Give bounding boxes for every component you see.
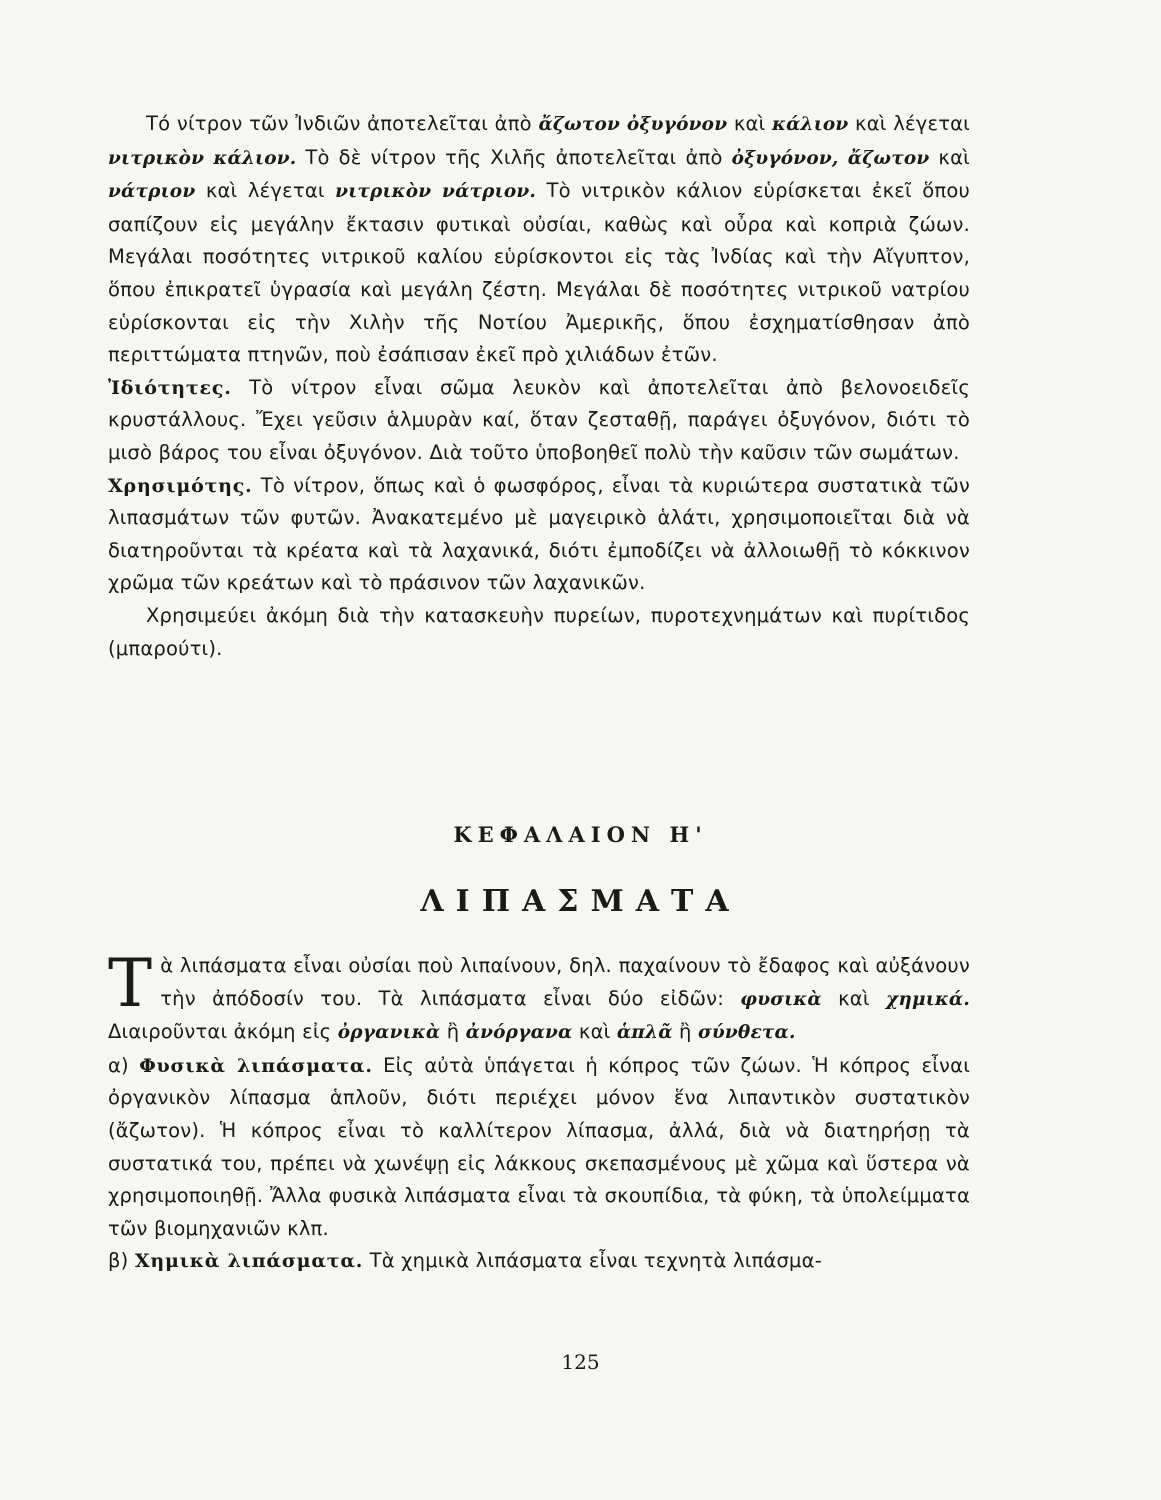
main-text-block	[108, 108, 970, 665]
term-nitrogen-oxygen: ἄζωτον ὀξυγόνον	[538, 114, 728, 135]
list-marker: β)	[108, 1249, 135, 1273]
drop-cap: Τ	[108, 945, 153, 1022]
paragraph-usefulness	[108, 470, 970, 600]
text-run: ὰ λιπάσματα εἶναι οὐσίαι ποὺ λιπαίνουν, δηλ. παχαίνουν τὸ ἔδαφος καὶ αὐξάνουν τὴν ἀπόδοσίν του. Τὰ λιπάσματα εἶναι δύο εἰδῶν:	[160, 954, 970, 1010]
term-chemical: χημικά.	[885, 988, 971, 1010]
paragraph-fertilizers-intro	[108, 945, 971, 1050]
paragraph-chemical-fertilizers	[108, 1245, 970, 1278]
natural-fertilizers-heading: Φυσικὰ λιπάσματα.	[139, 1054, 373, 1077]
term-sodium-nitrate: νιτρικὸν νάτριον.	[335, 181, 537, 203]
text-run: Τὸ δὲ νίτρον τῆς Χιλῆς ἀποτελεῖται ἀπὸ	[296, 145, 732, 169]
text-run: ἢ	[672, 1020, 698, 1044]
term-simple: ἁπλᾶ	[616, 1022, 673, 1044]
paragraph-other-uses: Χρησιμεύει ἀκόμη διὰ τὴν κατασκευὴν πυρείων, πυροτεχνημάτων καὶ πυρίτιδος (μπαρούτι).	[108, 603, 970, 660]
chapter-title: ΛΙΠΑΣΜΑΤΑ	[420, 884, 741, 919]
term-inorganic: ἀνόργανα	[465, 1022, 573, 1044]
list-marker: α)	[108, 1053, 140, 1077]
text-run: καὶ	[821, 986, 886, 1010]
term-potassium: κάλιον	[772, 114, 849, 135]
term-oxygen-nitrogen: ὀξυγόνον, ἄζωτον	[731, 147, 930, 169]
term-potassium-nitrate: νιτρικὸν κάλιον.	[108, 147, 297, 169]
text-run: ἢ	[440, 1020, 466, 1044]
paragraph-nitre-origin	[108, 108, 970, 372]
text-run: καὶ λέγεται	[848, 112, 970, 135]
text-run: Τὸ νίτρον εἶναι σῶμα λευκὸν καὶ ἀποτελεῖται ἀπὸ βελονοειδεῖς κρυστάλλους. Ἔχει γεῦσιν ἁλμυρὰν καί, ὅταν ζεσταθῇ, παράγει ὀξυγόνον, διότι τὸ μισὸ βάρος του εἶναι ὀξυγόνον. Διὰ τοῦτο ὑποβοηθεῖ πολὺ τὴν καῦσιν τῶν σωμάτων.	[108, 375, 970, 464]
text-run: Τὸ νιτρικὸν κάλιον εὑρίσκεται ἐκεῖ ὅπου σαπίζουν εἰς μεγάλην ἔκτασιν φυτικαὶ οὐσίαι, καθὼς καὶ οὖρα καὶ κοπριὰ ζώων. Μεγάλαι ποσότητες νιτρικοῦ καλίου εὑρίσκοντοι εἰς τὰς Ἰνδίας καὶ τὴν Αἴγυπτον, ὅπου ἐπικρατεῖ ὑγρασία καὶ μεγάλη ζέστη. Μεγάλαι δὲ ποσότητες νιτρικοῦ νατρίου εὑρίσκονται εἰς τὴν Χιλὴν τῆς Νοτίου Ἀμερικῆς, ὅπου ἐσχηματίσθησαν ἀπὸ περιττώματα πτηνῶν, ποὺ ἐσάπισαν ἐκεῖ πρὸ χιλιάδων ἐτῶν.	[108, 179, 970, 367]
text-run: καὶ	[727, 112, 773, 135]
text-run: Τό νίτρον τῶν Ἰνδιῶν ἀποτελεῖται ἀπὸ	[146, 112, 539, 135]
paragraph-properties	[108, 372, 970, 470]
text-run: Τὰ χημικὰ λιπάσματα εἶναι τεχνητὰ λιπάσμα-	[363, 1249, 822, 1273]
text-run: καὶ λέγεται	[195, 179, 336, 203]
text-run: Τὸ νίτρον, ὅπως καὶ ὁ φωσφόρος, εἶναι τὰ κυριώτερα συστατικὰ τῶν λιπασμάτων τῶν φυτῶν. Ἀνακατεμένο μὲ μαγειρικὸ ἁλάτι, χρησιμοποιεῖται διὰ νὰ διατηροῦνται τὰ κρέατα καὶ τὰ λαχανικά, διότι ἐμποδίζει νὰ ἀλλοιωθῇ τὸ κόκκινον χρῶμα τῶν κρεάτων καὶ τὸ πράσινον τῶν λαχανικῶν.	[108, 473, 970, 595]
term-compound: σύνθετα.	[698, 1022, 796, 1044]
chapter-label: ΚΕΦΑΛΑΙΟΝ Η'	[453, 822, 708, 847]
term-organic: ὀργανικὰ	[337, 1022, 441, 1044]
paragraph-natural-fertilizers	[108, 1050, 970, 1246]
text-run: καὶ	[929, 145, 970, 169]
term-sodium: νάτριον	[108, 181, 196, 203]
term-natural: φυσικὰ	[740, 988, 822, 1010]
properties-heading: Ἰδιότητες.	[108, 376, 232, 399]
fertilizers-section	[108, 945, 971, 1278]
text-run: καὶ	[572, 1020, 617, 1044]
text-run: Διαιροῦνται ἀκόμη εἰς	[108, 1020, 338, 1044]
chemical-fertilizers-heading: Χημικὰ λιπάσματα.	[134, 1250, 364, 1273]
text-run: Εἰς αὐτὰ ὑπάγεται ἡ κόπρος τῶν ζώων. Ἡ κόπρος εἶναι ὀργανικὸν λίπασμα ἁπλοῦν, διότι περιέχει μόνον ἕνα λιπαντικὸν συστατικὸν (ἄζωτον). Ἡ κόπρος εἶναι τὸ καλλίτερον λίπασμα, ἀλλά, διὰ νὰ διατηρήσῃ τὰ συστατικά του, πρέπει νὰ χωνέψῃ εἰς λάκκους σκεπασμένους μὲ χῶμα καὶ ὕστερα νὰ χρησιμοποιηθῇ. Ἄλλα φυσικὰ λιπάσματα εἶναι τὰ σκουπίδια, τὰ φύκη, τὰ ὑπολείμματα τῶν βιομηχανιῶν κλπ.	[108, 1053, 970, 1240]
page-number: 125	[561, 1350, 600, 1374]
usefulness-heading: Χρησιμότης.	[108, 474, 253, 497]
